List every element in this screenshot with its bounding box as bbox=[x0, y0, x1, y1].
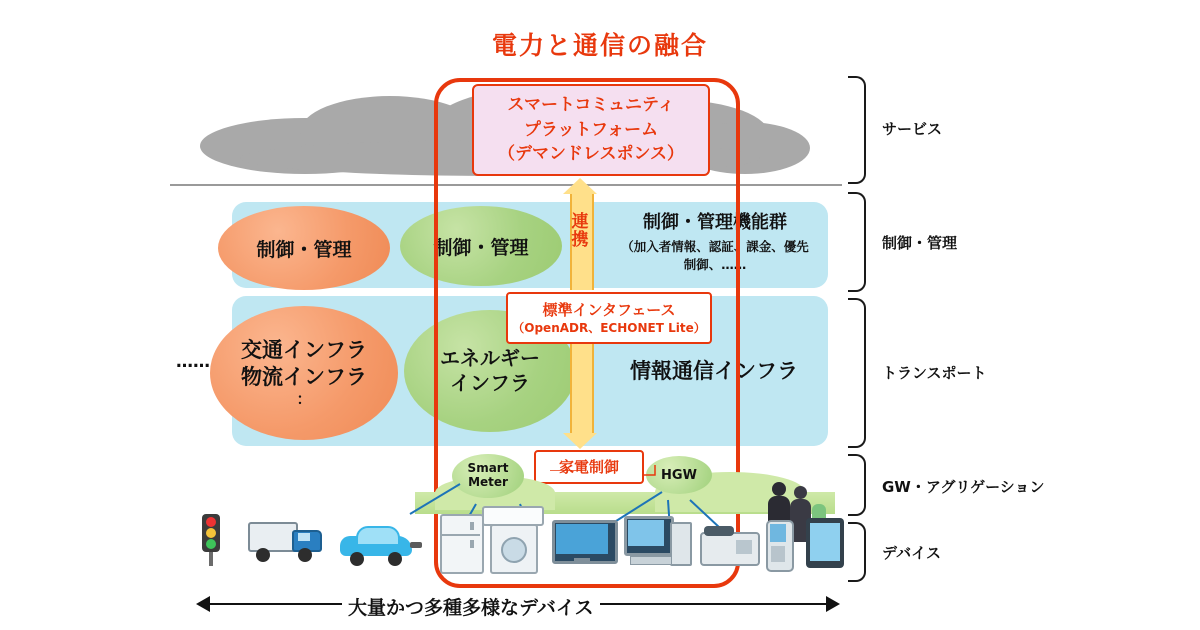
appliance-hgw-connector bbox=[530, 455, 720, 505]
tv-monitor-icon bbox=[552, 520, 612, 568]
bracket-services bbox=[848, 76, 866, 184]
control-functions-sub1: （加入者情報、認証、課金、優先 bbox=[621, 239, 809, 254]
left-ellipsis-text: …… bbox=[176, 352, 210, 372]
desktop-pc-icon bbox=[624, 516, 690, 568]
device-icons-row bbox=[180, 500, 840, 570]
washing-machine-icon bbox=[490, 524, 534, 570]
bracket-label-devices bbox=[882, 542, 941, 563]
platform-line2: プラットフォーム bbox=[523, 119, 659, 140]
hgw-label: HGW bbox=[661, 467, 697, 483]
smart-community-platform-box bbox=[472, 84, 710, 176]
control-orange-ellipse bbox=[218, 206, 390, 290]
bracket-transport bbox=[848, 298, 866, 448]
transport-green-line1: エネルギー bbox=[440, 346, 540, 370]
tablet-icon bbox=[806, 518, 846, 570]
link-arrow-label-text: 連携 bbox=[571, 212, 589, 250]
control-functions-sub2: 制御、…… bbox=[683, 257, 747, 272]
interface-arrow-down bbox=[563, 344, 597, 450]
bracket-label-transport-text: トランスポート bbox=[882, 364, 987, 382]
mobile-phone-icon bbox=[766, 520, 792, 570]
divider-services bbox=[170, 184, 842, 186]
transport-orange-line3: ： bbox=[296, 389, 312, 408]
bottom-span-arrow bbox=[196, 592, 840, 618]
bottom-span-label bbox=[342, 593, 600, 620]
smart-meter-line1: Smart bbox=[467, 461, 509, 476]
smart-meter-line2: Meter bbox=[468, 475, 508, 489]
interface-line1: 標準インタフェース bbox=[542, 300, 676, 319]
bracket-gateway bbox=[848, 454, 866, 516]
bottom-span-label-text: 大量かつ多種多様なデバイス bbox=[348, 597, 594, 619]
left-ellipsis bbox=[176, 352, 210, 372]
platform-line1: スマートコミュニティ bbox=[507, 95, 675, 116]
interface-line2: （OpenADR、ECHONET Lite） bbox=[512, 321, 706, 336]
bracket-label-gateway-text: GW・アグリゲーション bbox=[882, 478, 1045, 496]
bracket-label-services bbox=[882, 118, 942, 139]
traffic-light-icon bbox=[194, 514, 228, 566]
electric-car-icon bbox=[338, 524, 424, 568]
control-functions-title: 制御・管理機能群 bbox=[643, 212, 787, 233]
standard-interface-box bbox=[506, 292, 712, 344]
bracket-label-control bbox=[882, 232, 957, 253]
refrigerator-icon bbox=[440, 514, 480, 570]
truck-icon bbox=[248, 518, 322, 564]
control-green-ellipse bbox=[400, 206, 562, 286]
transport-info-infra-label bbox=[592, 355, 836, 385]
air-conditioner-icon bbox=[482, 506, 540, 522]
telephone-icon bbox=[700, 526, 756, 566]
transport-info-infra-text: 情報通信インフラ bbox=[630, 359, 798, 383]
bracket-label-transport bbox=[882, 362, 987, 383]
bracket-control bbox=[848, 192, 866, 292]
control-functions-block bbox=[590, 208, 840, 273]
appliance-control-label: 家電制御 bbox=[558, 457, 619, 476]
bracket-label-services-text: サービス bbox=[882, 120, 943, 138]
bracket-devices bbox=[848, 522, 866, 582]
bracket-label-devices-text: デバイス bbox=[882, 544, 941, 562]
page-title: 電力と通信の融合 bbox=[491, 31, 708, 60]
link-arrow-label bbox=[570, 214, 590, 250]
control-green-ellipse-label: 制御・管理 bbox=[433, 236, 529, 259]
bracket-label-control-text: 制御・管理 bbox=[882, 234, 958, 252]
transport-orange-line1: 交通インフラ bbox=[241, 338, 367, 363]
transport-orange-ellipse bbox=[210, 306, 398, 440]
platform-line3: （デマンドレスポンス） bbox=[498, 144, 684, 165]
bracket-label-gateway bbox=[882, 476, 1045, 497]
transport-green-line2: インフラ bbox=[450, 371, 530, 395]
transport-orange-line2: 物流インフラ bbox=[241, 364, 367, 389]
control-orange-ellipse-label: 制御・管理 bbox=[256, 238, 352, 261]
